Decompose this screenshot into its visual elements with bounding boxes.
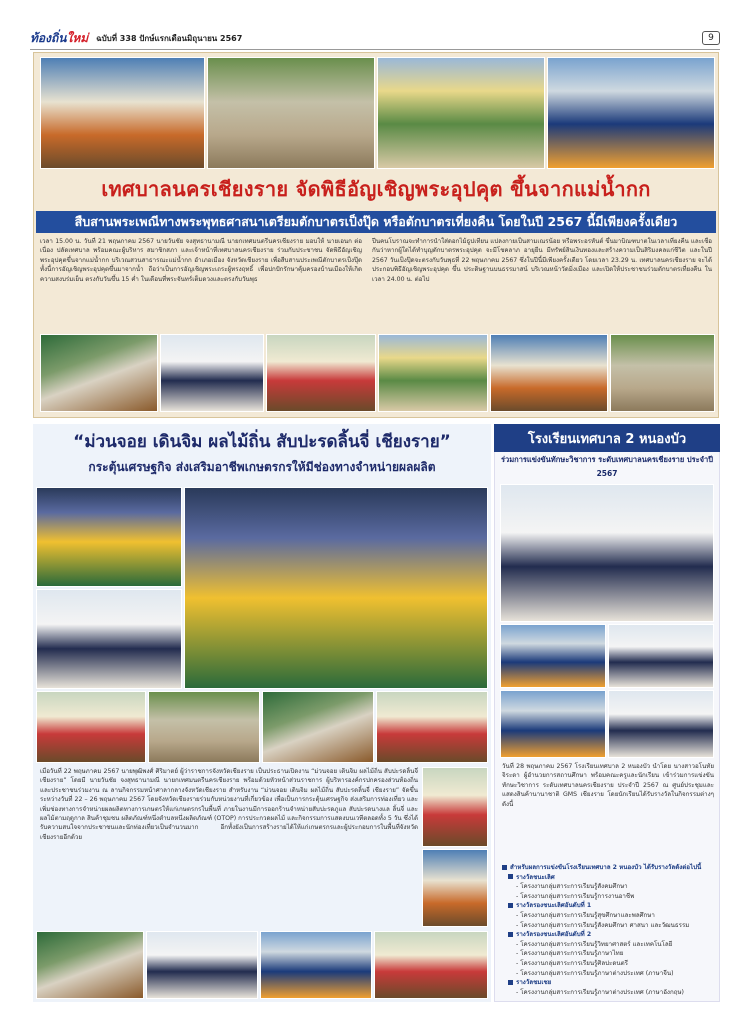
award-item: - โครงงานกลุ่มสาระการเรียนรู้การงานอาชีพ [516,892,635,900]
bullet-square-icon [502,865,507,870]
photo-fruit-stage-1 [36,487,182,587]
award-label: รางวัลชนะเลิศ [502,873,714,883]
article2-subheadline: กระตุ้นเศรษฐกิจ ส่งเสริมอาชีพเกษตรกรให้มีช่องทางจำหน่ายผลผลิต [88,460,436,474]
article3-body: วันที่ 28 พฤษภาคม 2567 โรงเรียนเทศบาล 2 หนองบัว นำโดย นางสาวอโนทัย จิระดา ผู้อำนวยการสถานศึกษา พร้อมคณะครูและนักเรียน เข้าร่วมการแข่งขันทักษะวิชาการ ระดับเทศบาลนครเชียงราย ประจำปี 2567 ณ ศูนย์ประชุมและแสดงสินค้านานาชาติ GMS เชียงราย โดยนักเรียนได้รับรางวัลในกิจกรรมต่างๆ ดังนี้ [502,763,714,808]
masthead [30,28,720,48]
award-label: รางวัลรองชนะเลิศอันดับที่ 2 [502,930,714,940]
article1-subheadline: สืบสานพระเพณีทางพระพุทธศาสนาเตรียมตักบาตรเป็งปุ๊ด หรือตักบาตรเที่ยงคืน โดยในปี 2567 นี้มีเพียงครั้งเดียว [36,211,716,233]
article2-body: เมื่อวันที่ 22 พฤษภาคม 2567 นายพุฒิพงศ์ ศิริมาตย์ ผู้ว่าราชการจังหวัดเชียงราย เป็นประธานเปิดงาน “ม่วนจอย เดินจิม ผลไม้ถิ่น สับปะรดลิ้นจี่ เชียงราย” โดยมี นายวันชัย จงสุทธานามณี นายกเทศมนตรีนครเชียงราย พร้อมด้วยหัวหน้าส่วนราชการ ผู้บริหารองค์กรปกครองส่วนท้องถิ่น และประชาชนร่วมงาน ณ ลานกิจกรรมหน้าศาลากลางจังหวัดเชียงราย สำหรับงาน “ม่วนจอย เดินจิม ผลไม้ถิ่น สับปะรดลิ้นจี่ เชียงราย” จัดขึ้นระหว่างวันที่ 22 – 26 พฤษภาคม 2567 โดยจังหวัดเชียงรายร่วมกับหน่วยงานที่เกี่ยวข้อง เพื่อเป็นการกระตุ้นเศรษฐกิจ ส่งเสริมการท่องเที่ยว และเพิ่มช่องทางการจำหน่ายผลผลิตทางการเกษตรให้แก่เกษตรกรในพื้นที่ ภายในงานมีการออกร้านจำหน่ายสับปะรดภูแล สับปะรดนางแล ลิ้นจี่ และผลไม้ตามฤดูกาล สินค้าชุมชน ผลิตภัณฑ์หนึ่งตำบลหนึ่งผลิตภัณฑ์ (OTOP) การประกวดผลไม้ และกิจกรรมการแสดงบนเวทีตลอดทั้ง 5 วัน ซึ่งได้รับความสนใจจากประชาชนและนักท่องเที่ยวเป็นจำนวนมาก อีกทั้งยังเป็นการสร้างรายได้ให้แก่เกษตรกรและผู้ประกอบการในพื้นที่จังหวัดเชียงรายอีกด้วย [40,768,418,841]
award-item: - โครงงานกลุ่มสาระการเรียนรู้ภาษาต่างประเทศ (ภาษาจีน) [516,969,674,977]
photo-fruit-stage-2 [36,589,182,689]
photo-parade [490,334,608,412]
award-item: - โครงงานกลุ่มสาระการเรียนรู้ภาษาไทย [516,950,624,958]
photo-altar [266,334,376,412]
photo-fruit-display-2 [148,691,260,763]
newspaper-logo [30,29,88,48]
photo-fruit-display-3 [262,691,374,763]
issue-line: ฉบับที่ 338 ปักษ์แรกเดือนมิถุนายน 2567 [96,33,243,43]
photo-offering-table [160,334,264,412]
article3-subtitle: ร่วมการแข่งขันทักษะวิชาการ ระดับเทศบาลนครเชียงราย ประจำปี 2567 [500,455,714,478]
photo-procession [40,334,158,412]
photo-teachers-group [608,690,714,758]
logo-text-a: ท้องถิ่น [30,30,67,45]
photo-classroom-1 [500,624,606,688]
award-item: - โครงงานกลุ่มสาระการเรียนรู้สังคมศึกษา [516,883,628,891]
award-item: - โครงงานกลุ่มสาระการเรียนรู้สังคมศึกษา ศาสนา และวัฒนธรรม [516,921,690,929]
bullet-square-icon [508,903,513,908]
bullet-square-icon [508,980,513,985]
article1-text-col1: เวลา 15.00 น. วันที่ 21 พฤษภาคม 2567 นายวันชัย จงสุทธานามณี นายกเทศมนตรีนครเชียงราย มอบให้ นายเอนก ต่อ เนื่อง ปลัดเทศบาล พร้อมคณะผู้บริหาร สมาชิกสภา และเจ้าหน้าที่เทศบาลนครเชียงราย ร่วมกับประชาชน จัดพิธีอัญเชิญพระอุปคุตขึ้นจากแม่น้ำกก บริเวณสวนสาธารณะแม่น้ำกก อำเภอเมือง จังหวัดเชียงราย เพื่อสืบสานประเพณีตักบาตรเป็งปุ๊ด ทั้งนี้การอัญเชิญพระอุปคุตขึ้นมาจากน้ำ ถือว่าเป็นการอัญเชิญพระเถระผู้ทรงฤทธิ์ เพื่อปกปักรักษาคุ้มครองบ้านเมืองให้เกิดความสงบร่มเย็น ตรงกับวันขึ้น 15 ค่ำ ในเดือนที่พระจันทร์เต็มดวงและตรงกับวันพุธ [40,238,362,283]
photo-monks-ceremony [40,57,205,169]
bullet-square-icon [508,932,513,937]
photo-river-ceremony [207,57,375,169]
page-number: 9 [702,31,720,45]
photo-main-stage-group [184,487,488,689]
article3-title: โรงเรียนเทศบาล 2 หนองบัว [494,424,720,452]
photo-students-group [500,690,606,758]
results-title: สำหรับผลการแข่งขันโรงเรียนเทศบาล 2 หนองบัว ได้รับรางวัลดังต่อไปนี้ [502,863,714,873]
photo-market-stall-2 [422,849,488,927]
photo-fruit-baskets [374,931,488,999]
bullet-square-icon [508,874,513,879]
award-item: - โครงงานกลุ่มสาระการเรียนรู้ศิลปะดนตรี [516,959,628,967]
photo-lychee-vendor [376,691,488,763]
photo-classroom-2 [608,624,714,688]
photo-school-team [500,484,714,622]
award-item: - โครงงานกลุ่มสาระการเรียนรู้สุขศึกษาและพลศึกษา [516,911,655,919]
photo-shrine [377,57,545,169]
photo-roadside [610,334,715,412]
photo-cultural-parade [36,931,144,999]
award-label: รางวัลชมเชย [502,978,714,988]
logo-text-b: ใหม่ [66,30,89,45]
photo-market-stall-1 [422,767,488,847]
photo-gathering [378,334,488,412]
photo-fruit-display-1 [36,691,146,763]
award-results [502,863,714,997]
article1-headline: เทศบาลนครเชียงราย จัดพิธีอัญเชิญพระอุปคุต ขึ้นจากแม่น้ำกก [101,177,651,201]
photo-officials-tour [260,931,372,999]
article2-headline: “ม่วนจอย เดินจิม ผลไม้ถิ่น สับปะรดลิ้นจี่ เชียงราย” [73,432,451,452]
header-divider [30,49,720,50]
article1-text-col2: ปีนคนโบราณจะทำการนำใส่ดอกไม้ธูปเทียน แปลงกายเป็นสามเณรน้อย หรือพระอรหันต์ ขึ้นมาบิณฑบาตในเวลาเที่ยงคืน และเชื่อกันว่าหากผู้ใดได้ทำบุญตักบาตรพระอุปคุต จะมีโชคลาภ อายุยืน มีทรัพย์สินเงินทองและสร้างความเป็นสิริมงคลแก่ชีวิต และในปี 2567 วันเป็งปุ๊ดจะตรงกับวันพุธที่ 22 พฤษภาคม 2567 ซึ่งในปีนี้มีเพียงครั้งเดียว โดยเวลา 23.29 น. เทศบาลนครเชียงราย จะได้ประกอบพิธีอัญเชิญพระอุปคุต ขึ้น ประดิษฐานบนธรรมาสน์ บริเวณหน้าวัดมิ่งเมือง และเปิดให้ประชาชนร่วมตักบาตรเที่ยงคืน ในเวลา 24.00 น. ต่อไป [372,238,712,283]
photo-pagoda-pavilion [547,57,715,169]
photo-visitors [146,931,258,999]
award-label: รางวัลรองชนะเลิศอันดับที่ 1 [502,901,714,911]
award-item: - โครงงานกลุ่มสาระการเรียนรู้ภาษาต่างประเทศ (ภาษาอังกฤษ) [516,988,684,996]
award-item: - โครงงานกลุ่มสาระการเรียนรู้วิทยาศาสตร์ และเทคโนโลยี [516,940,673,948]
